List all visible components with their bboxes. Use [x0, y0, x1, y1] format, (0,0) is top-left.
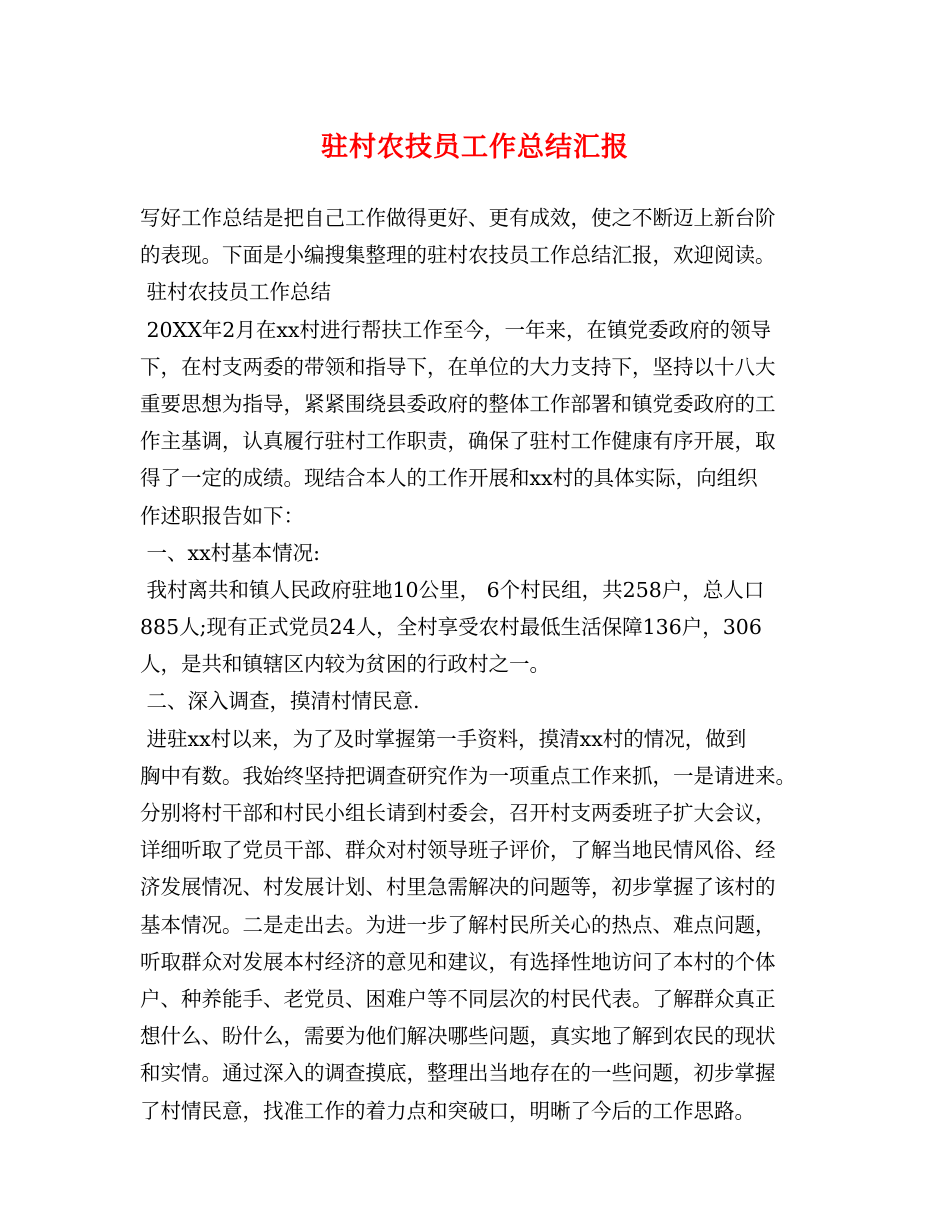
paragraph-line: 详细听取了党员干部、群众对村领导班子评价，了解当地民情风俗、经 [140, 838, 776, 863]
paragraph-line: 听取群众对发展本村经济的意见和建议，有选择性地访问了本村的个体 [140, 949, 776, 974]
paragraph-line: 进驻xx村以来，为了及时掌握第一手资料，摸清xx村的情况，做到 [140, 726, 747, 751]
paragraph-line: 作述职报告如下： [140, 503, 304, 528]
paragraph-line: 胸中有数。我始终坚持把调查研究作为一项重点工作来抓，一是请进来。 [140, 763, 796, 788]
paragraph-line: 人，是共和镇辖区内较为贫困的行政村之一。 [140, 652, 550, 677]
page-title: 驻村农技员工作总结汇报 [321, 132, 629, 163]
paragraph-line: 写好工作总结是把自己工作做得更好、更有成效，使之不断迈上新台阶 [140, 206, 776, 230]
paragraph-line: 驻村农技员工作总结 [140, 280, 332, 305]
paragraph-line: 重要思想为指导，紧紧围绕县委政府的整体工作部署和镇党委政府的工 [140, 391, 776, 416]
paragraph-line: 一、xx村基本情况: [140, 540, 321, 565]
paragraph-line: 户、种养能手、老党员、困难户等不同层次的村民代表。了解群众真正 [140, 986, 776, 1011]
paragraph-line: 20XX年2月在xx村进行帮扶工作至今，一年来，在镇党委政府的领导 [140, 317, 771, 342]
paragraph-line: 想什么、盼什么，需要为他们解决哪些问题，真实地了解到农民的现状 [140, 1024, 776, 1049]
paragraph-line: 得了一定的成绩。现结合本人的工作开展和xx村的具体实际，向组织 [140, 466, 758, 491]
paragraph-line: 下，在村支两委的带领和指导下，在单位的大力支持下，坚持以十八大 [140, 354, 776, 379]
paragraph-line: 和实情。通过深入的调查摸底，整理出当地存在的一些问题，初步掌握 [140, 1061, 776, 1086]
paragraph-line: 基本情况。二是走出去。为进一步了解村民所关心的热点、难点问题， [140, 912, 776, 937]
paragraph-line: 了村情民意，找准工作的着力点和突破口，明晰了今后的工作思路。 [140, 1098, 755, 1123]
paragraph-line: 济发展情况、村发展计划、村里急需解决的问题等，初步掌握了该村的 [140, 875, 776, 900]
paragraph-line: 我村离共和镇人民政府驻地10公里， 6个村民组，共258户，总人口 [140, 577, 765, 602]
paragraph-line: 分别将村干部和村民小组长请到村委会，召开村支两委班子扩大会议， [140, 801, 776, 825]
paragraph-line: 二、深入调查，摸清村情民意. [140, 689, 420, 714]
paragraph-line: 885人;现有正式党员24人，全村享受农村最低生活保障136户，306 [140, 615, 762, 640]
paragraph-line: 的表现。下面是小编搜集整理的驻村农技员工作总结汇报，欢迎阅读。 [140, 243, 776, 268]
paragraph-line: 作主基调，认真履行驻村工作职责，确保了驻村工作健康有序开展，取 [140, 429, 776, 454]
document-body [140, 200, 830, 1130]
